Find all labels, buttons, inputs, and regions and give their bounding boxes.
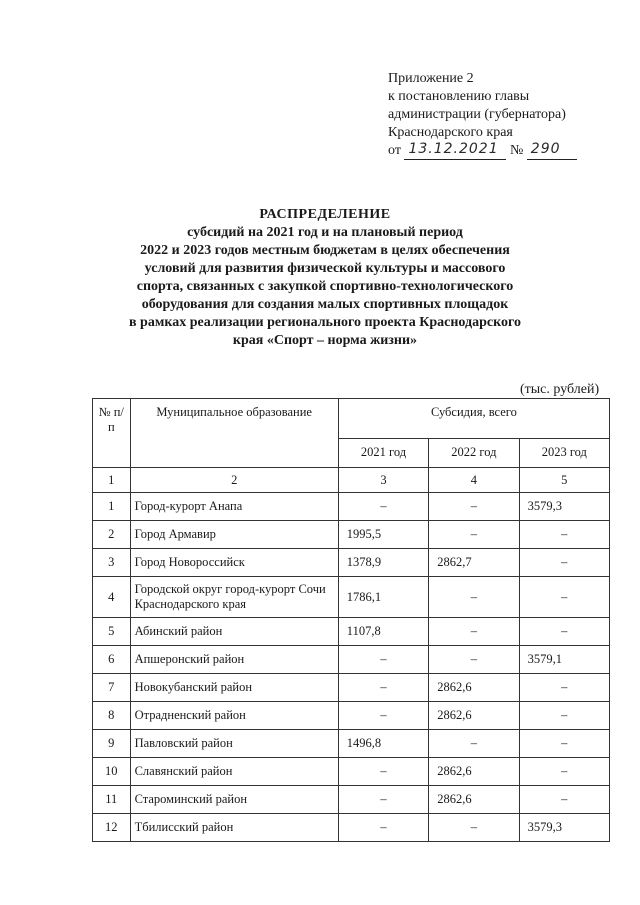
index-cell: 1: [93, 468, 131, 493]
value-2022: 2862,6: [429, 702, 519, 730]
title-line-1: субсидий на 2021 год и на плановый период: [187, 225, 463, 240]
table-row: [93, 577, 610, 618]
value-2022: –: [429, 814, 519, 842]
value-2021: –: [338, 702, 428, 730]
value-2021: –: [338, 646, 428, 674]
header-2021: 2021 год: [338, 438, 428, 467]
value-2023: –: [519, 730, 609, 758]
appendix-date-line: [388, 142, 577, 160]
row-number: 12: [93, 814, 131, 842]
table-row: [93, 730, 610, 758]
appendix-line-1: Приложение 2: [388, 71, 474, 86]
value-2022: –: [429, 577, 519, 618]
row-number: 2: [93, 521, 131, 549]
subsidy-table: [92, 398, 610, 842]
header-2023: 2023 год: [519, 438, 609, 467]
row-number: 10: [93, 758, 131, 786]
value-2023: –: [519, 521, 609, 549]
handwritten-number: 290: [530, 141, 561, 157]
municipality-name: Город Армавир: [130, 521, 338, 549]
title-line-3: условий для развития физической культуры и массового: [144, 261, 506, 276]
title-line-2: 2022 и 2023 годов местным бюджетам в целях обеспечения: [140, 243, 510, 258]
value-2021: 1107,8: [338, 618, 428, 646]
municipality-name: Тбилисский район: [130, 814, 338, 842]
value-2022: 2862,6: [429, 786, 519, 814]
municipality-name: Абинский район: [130, 618, 338, 646]
row-number: 8: [93, 702, 131, 730]
column-index-row: [93, 468, 610, 493]
header-name: Муниципальное образование: [130, 399, 338, 468]
value-2022: –: [429, 730, 519, 758]
value-2021: 1995,5: [338, 521, 428, 549]
value-2021: –: [338, 758, 428, 786]
document-title: [110, 206, 540, 350]
date-prefix: от: [388, 143, 401, 158]
value-2022: 2862,6: [429, 674, 519, 702]
value-2023: 3579,3: [519, 493, 609, 521]
value-2023: –: [519, 618, 609, 646]
title-line-6: в рамках реализации регионального проекта Краснодарского: [128, 315, 522, 330]
table-row: [93, 674, 610, 702]
appendix-line-2: к постановлению главы: [388, 89, 530, 104]
index-cell: 3: [338, 468, 428, 493]
value-2023: –: [519, 786, 609, 814]
index-cell: 2: [130, 468, 338, 493]
appendix-block: [388, 70, 577, 160]
number-signature-line: [527, 143, 577, 160]
municipality-name: Город-курорт Анапа: [130, 493, 338, 521]
header-no: № п/п: [93, 399, 131, 468]
value-2023: –: [519, 674, 609, 702]
value-2021: 1786,1: [338, 577, 428, 618]
table-row: [93, 618, 610, 646]
value-2023: –: [519, 702, 609, 730]
value-2022: 2862,6: [429, 758, 519, 786]
row-number: 3: [93, 549, 131, 577]
title-line-7: края «Спорт – норма жизни»: [232, 333, 418, 348]
municipality-name: Новокубанский район: [130, 674, 338, 702]
table-row: [93, 758, 610, 786]
table-row: [93, 549, 610, 577]
value-2021: 1496,8: [338, 730, 428, 758]
number-prefix: №: [509, 143, 524, 158]
row-number: 9: [93, 730, 131, 758]
row-number: 6: [93, 646, 131, 674]
row-number: 5: [93, 618, 131, 646]
value-2023: –: [519, 758, 609, 786]
row-number: 7: [93, 674, 131, 702]
table-row: [93, 646, 610, 674]
table-row: [93, 702, 610, 730]
municipality-name: Отрадненский район: [130, 702, 338, 730]
value-2023: –: [519, 577, 609, 618]
table-row: [93, 786, 610, 814]
index-cell: 5: [519, 468, 609, 493]
header-2022: 2022 год: [429, 438, 519, 467]
value-2023: 3579,3: [519, 814, 609, 842]
row-number: 11: [93, 786, 131, 814]
value-2021: –: [338, 814, 428, 842]
value-2021: –: [338, 786, 428, 814]
table-header-row: [93, 399, 610, 439]
value-2022: –: [429, 521, 519, 549]
value-2021: –: [338, 674, 428, 702]
municipality-name: Славянский район: [130, 758, 338, 786]
value-2022: –: [429, 646, 519, 674]
municipality-name: Павловский район: [130, 730, 338, 758]
value-2021: –: [338, 493, 428, 521]
index-cell: 4: [429, 468, 519, 493]
value-2023: 3579,1: [519, 646, 609, 674]
table-row: [93, 814, 610, 842]
table-row: [93, 493, 610, 521]
municipality-name: Апшеронский район: [130, 646, 338, 674]
row-number: 1: [93, 493, 131, 521]
value-2021: 1378,9: [338, 549, 428, 577]
municipality-name: Староминский район: [130, 786, 338, 814]
value-2022: 2862,7: [429, 549, 519, 577]
value-2023: –: [519, 549, 609, 577]
handwritten-date: 13.12.2021: [408, 141, 499, 157]
table-row: [93, 521, 610, 549]
unit-label: (тыс. рублей): [520, 382, 600, 397]
title-heading: РАСПРЕДЕЛЕНИЕ: [259, 207, 391, 222]
municipality-name: Городской округ город-курорт Сочи Краснодарского края: [130, 577, 338, 618]
header-subsidy: Субсидия, всего: [338, 399, 609, 439]
date-signature-line: [404, 143, 506, 160]
appendix-line-3: администрации (губернатора): [388, 107, 566, 122]
title-line-5: оборудования для создания малых спортивных площадок: [141, 297, 509, 312]
row-number: 4: [93, 577, 131, 618]
value-2022: –: [429, 618, 519, 646]
title-line-4: спорта, связанных с закупкой спортивно-технологического: [136, 279, 514, 294]
table-body: [93, 493, 610, 842]
appendix-line-4: Краснодарского края: [388, 125, 513, 140]
value-2022: –: [429, 493, 519, 521]
municipality-name: Город Новороссийск: [130, 549, 338, 577]
